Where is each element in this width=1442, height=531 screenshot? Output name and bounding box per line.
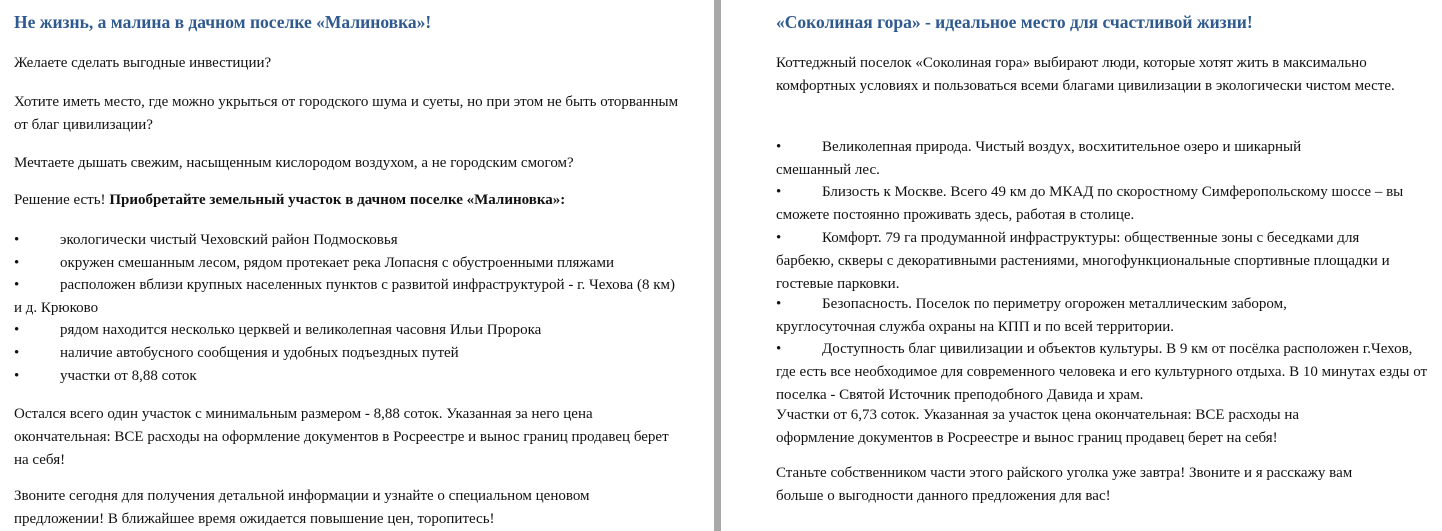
column-divider — [714, 0, 721, 531]
right-title: «Соколиная гора» - идеальное место для счастливой жизни! — [776, 12, 1253, 32]
bullet-icon: • — [14, 368, 20, 384]
list-item: • Близость к Москве. Всего 49 км до МКАД по скоростному Симферопольскому шоссе – вы сможете постоянно проживать здесь, работая в столице. — [776, 181, 1432, 227]
list-item: • Безопасность. Поселок по периметру огорожен металлическим забором, круглосуточная служба охраны на КПП и по всей территории. — [776, 293, 1376, 339]
list-item: • наличие автобусного сообщения и удобных подъездных путей — [14, 342, 459, 365]
left-paragraph-4-plain: Решение есть! — [14, 192, 110, 208]
list-item: • Доступность благ цивилизации и объектов культуры. В 9 км от посёлка расположен г.Чехов, где есть все необходимое для современного человека и его культурного отдыха. В 10 минутах езды от поселка - Святой Источник преподобного Давида и храм. — [776, 338, 1432, 407]
left-paragraph-3: Мечтаете дышать свежим, насыщенным кислородом воздухом, а не городским смогом? — [14, 155, 574, 171]
bullet-icon: • — [776, 296, 782, 312]
bullet-icon: • — [776, 341, 782, 357]
left-paragraph-2: Хотите иметь место, где можно укрыться от городского шума и суеты, но при этом не быть оторванным от благ цивилизации? — [14, 94, 679, 133]
list-item: • Комфорт. 79 га продуманной инфраструктуры: общественные зоны с беседками для барбекю, скверы с декоративными растениями, многофункциональные спортивные площадки и гостевые парковки. — [776, 227, 1416, 296]
right-paragraph-1: Коттеджный поселок «Соколиная гора» выбирают люди, которые хотят жить в максимально комфортных условиях и пользоваться всеми благами цивилизации в экологически чистом месте. — [776, 55, 1395, 94]
bullet-icon: • — [14, 277, 20, 293]
list-item: • участки от 8,88 соток — [14, 365, 197, 388]
left-paragraph-5: Остался всего один участок с минимальным размером - 8,88 соток. Указанная за него цена окончательная: ВСЕ расходы на оформление документов в Росреестре и вынос границ продавец берет на себя! — [14, 406, 669, 468]
list-item: • экологически чистый Чеховский район Подмосковья — [14, 229, 398, 252]
left-paragraph-6: Звоните сегодня для получения детальной информации и узнайте о специальном ценовом предложении! В ближайшее время ожидается повышение цен, торопитесь! — [14, 488, 590, 527]
left-paragraph-1: Желаете сделать выгодные инвестиции? — [14, 55, 272, 71]
bullet-icon: • — [14, 255, 20, 271]
bullet-icon: • — [776, 184, 782, 200]
list-item: • расположен вблизи крупных населенных пунктов с развитой инфраструктурой - г. Чехова (8 км) и д. Крюково — [14, 274, 679, 320]
list-item: • рядом находится несколько церквей и великолепная часовня Ильи Пророка — [14, 319, 541, 342]
bullet-icon: • — [14, 322, 20, 338]
left-title: Не жизнь, а малина в дачном поселке «Малиновка»! — [14, 12, 432, 32]
left-paragraph-4 — [14, 189, 565, 212]
list-item: • окружен смешанным лесом, рядом протекает река Лопасня с обустроенными пляжами — [14, 252, 614, 275]
bullet-icon: • — [776, 230, 782, 246]
bullet-icon: • — [14, 345, 20, 361]
bullet-icon: • — [14, 232, 20, 248]
right-paragraph-3: Станьте собственником части этого райского уголка уже завтра! Звоните и я расскажу вам больше о выгодности данного предложения для вас! — [776, 465, 1353, 504]
left-paragraph-4-bold: Приобретайте земельный участок в дачном поселке «Малиновка»: — [109, 192, 566, 208]
list-item: • Великолепная природа. Чистый воздух, восхитительное озеро и шикарный смешанный лес. — [776, 136, 1366, 182]
right-paragraph-2: Участки от 6,73 соток. Указанная за участок цена окончательная: ВСЕ расходы на оформление документов в Росреестре и вынос границ продавец берет на себя! — [776, 407, 1300, 446]
bullet-icon: • — [776, 139, 782, 155]
